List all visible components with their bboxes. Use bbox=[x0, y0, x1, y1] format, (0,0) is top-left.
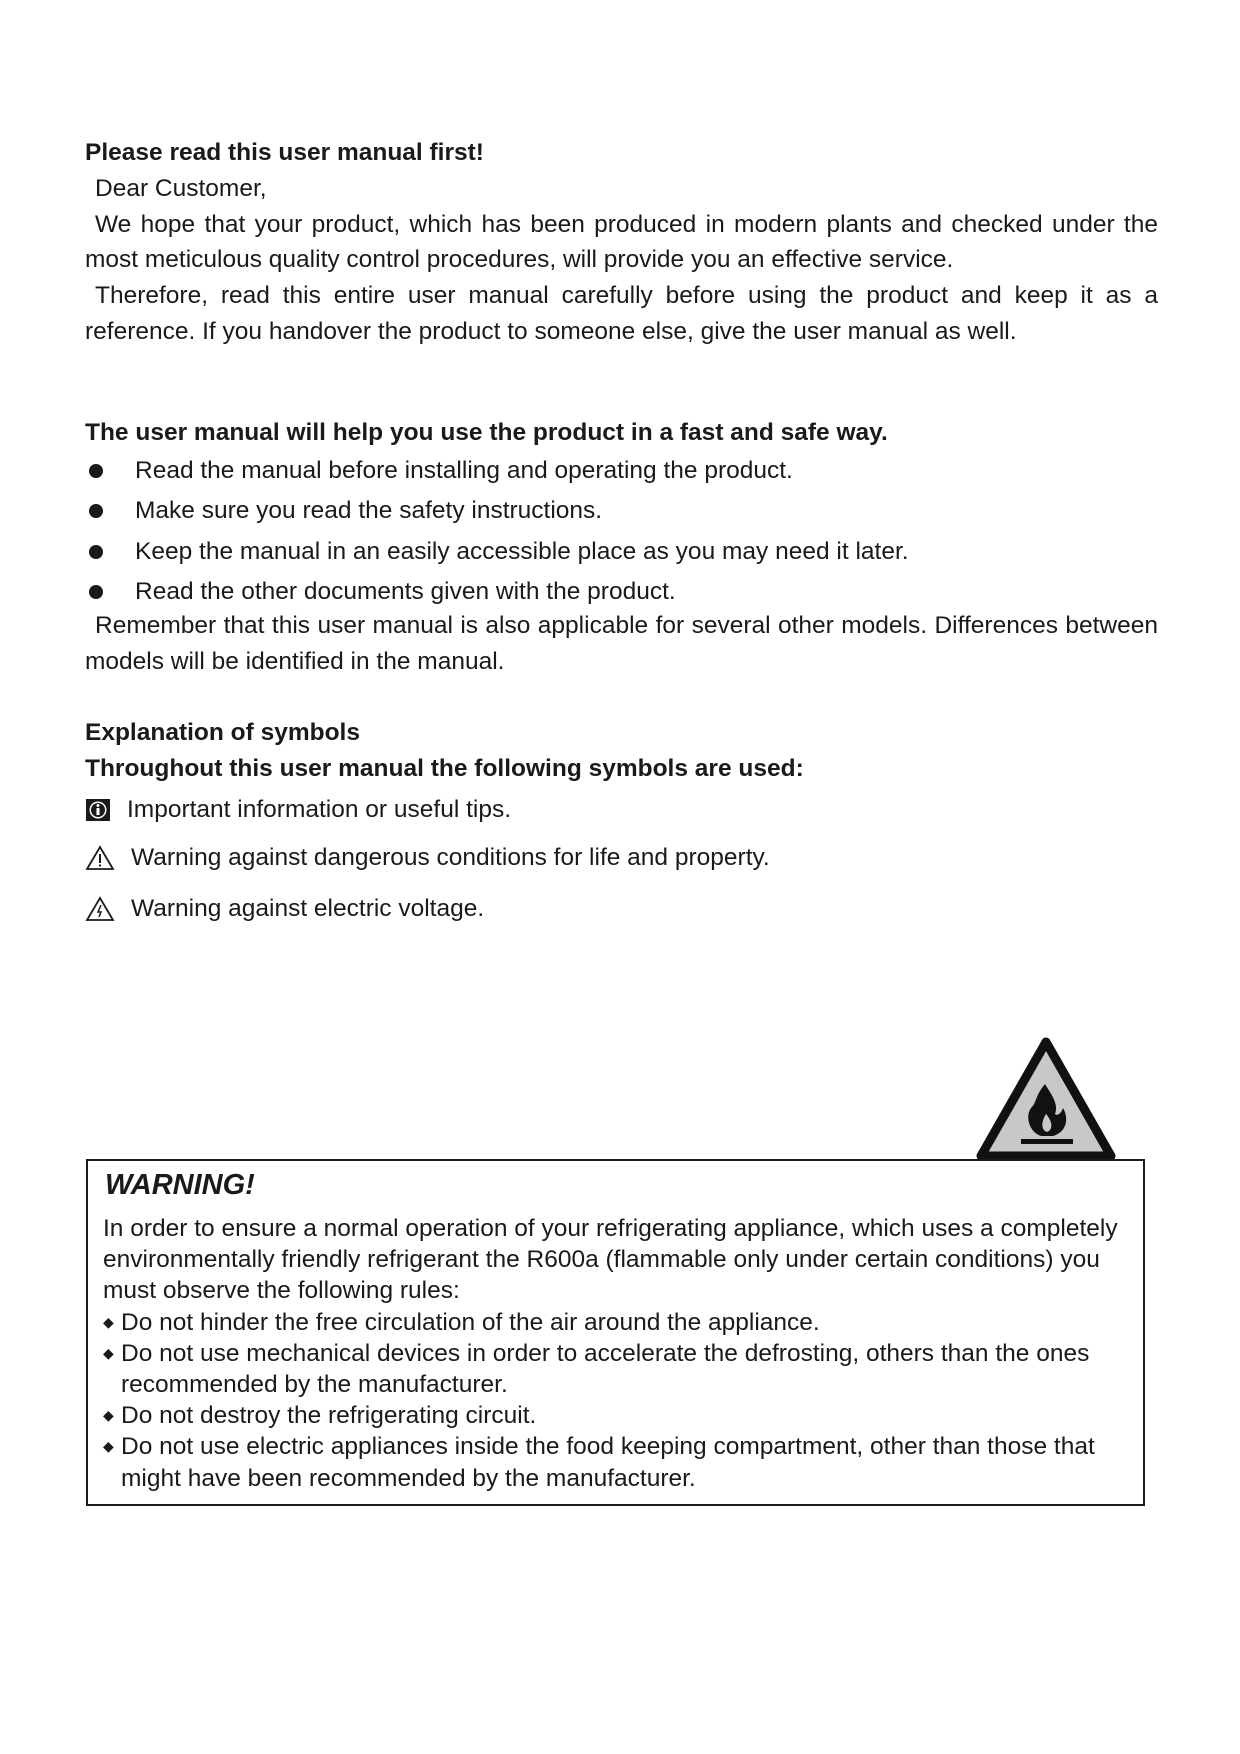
warning-rule bbox=[103, 1431, 1133, 1493]
symbol-row bbox=[85, 833, 1158, 884]
diamond-bullet-icon: ◆ bbox=[103, 1407, 114, 1424]
warning-rule bbox=[103, 1400, 1133, 1431]
warning-triangle-icon bbox=[85, 845, 115, 871]
intro-title: Please read this user manual first! bbox=[85, 139, 484, 166]
symbol-text: Warning against dangerous conditions for life and property. bbox=[131, 844, 770, 872]
models-note: Remember that this user manual is also applicable for several other models. Differences between models will be identified in the manual. bbox=[85, 611, 1158, 675]
warning-rule bbox=[103, 1338, 1133, 1400]
symbols-heading: Explanation of symbols bbox=[85, 719, 360, 746]
warning-body bbox=[103, 1213, 1133, 1494]
warning-rule-text: Do not use electric appliances inside the food keeping compartment, other than those that might have been recommended by the manufacturer. bbox=[121, 1433, 1095, 1492]
list-item-text: Read the other documents given with the product. bbox=[135, 577, 676, 605]
list-item bbox=[85, 531, 1158, 571]
symbol-text: Warning against electric voltage. bbox=[131, 895, 485, 923]
bullet-icon bbox=[89, 545, 103, 559]
symbol-row bbox=[85, 787, 1158, 833]
diamond-bullet-icon: ◆ bbox=[103, 1438, 114, 1455]
list-item bbox=[85, 491, 1158, 531]
bullet-icon bbox=[89, 464, 103, 478]
symbol-row bbox=[85, 884, 1158, 935]
intro-paragraph-2: Therefore, read this entire user manual carefully before using the product and keep it as a reference. If you handover the product to someone else, give the user manual as well. bbox=[85, 282, 1158, 345]
list-item bbox=[85, 572, 1158, 612]
warning-title: WARNING! bbox=[105, 1169, 255, 1201]
info-icon bbox=[85, 798, 111, 822]
warning-rule bbox=[103, 1307, 1133, 1338]
warning-box bbox=[86, 1159, 1145, 1506]
intro-section bbox=[85, 135, 1158, 350]
list-item bbox=[85, 451, 1158, 491]
warning-rule-text: Do not destroy the refrigerating circuit. bbox=[121, 1402, 537, 1430]
symbols-section bbox=[85, 715, 1158, 935]
intro-paragraph-1: We hope that your product, which has been produced in modern plants and checked under the most meticulous quality control procedures, will provide you an effective service. bbox=[85, 210, 1158, 274]
bullet-icon bbox=[89, 585, 103, 599]
electric-voltage-icon bbox=[85, 896, 115, 922]
greeting: Dear Customer, bbox=[95, 174, 267, 202]
warning-rule-text: Do not hinder the free circulation of the air around the appliance. bbox=[121, 1308, 820, 1336]
symbols-subheading: Throughout this user manual the following symbols are used: bbox=[85, 754, 804, 782]
symbol-text: Important information or useful tips. bbox=[127, 795, 512, 823]
list-item-text: Read the manual before installing and operating the product. bbox=[135, 457, 793, 485]
flammable-icon bbox=[975, 1036, 1117, 1162]
diamond-bullet-icon: ◆ bbox=[103, 1313, 114, 1330]
help-heading: The user manual will help you use the product in a fast and safe way. bbox=[85, 419, 888, 446]
list-item-text: Keep the manual in an easily accessible place as you may need it later. bbox=[135, 537, 909, 565]
bullet-icon bbox=[89, 504, 103, 518]
help-section bbox=[85, 415, 1158, 680]
warning-intro: In order to ensure a normal operation of your refrigerating appliance, which uses a completely environmentally friendly refrigerant the R600a (flammable only under certain conditions) you must observe the following rules: bbox=[103, 1215, 1118, 1305]
diamond-bullet-icon: ◆ bbox=[103, 1344, 114, 1361]
list-item-text: Make sure you read the safety instructions. bbox=[135, 497, 603, 525]
warning-rule-text: Do not use mechanical devices in order to accelerate the defrosting, others than the ones recommended by the manufacturer. bbox=[121, 1339, 1090, 1399]
